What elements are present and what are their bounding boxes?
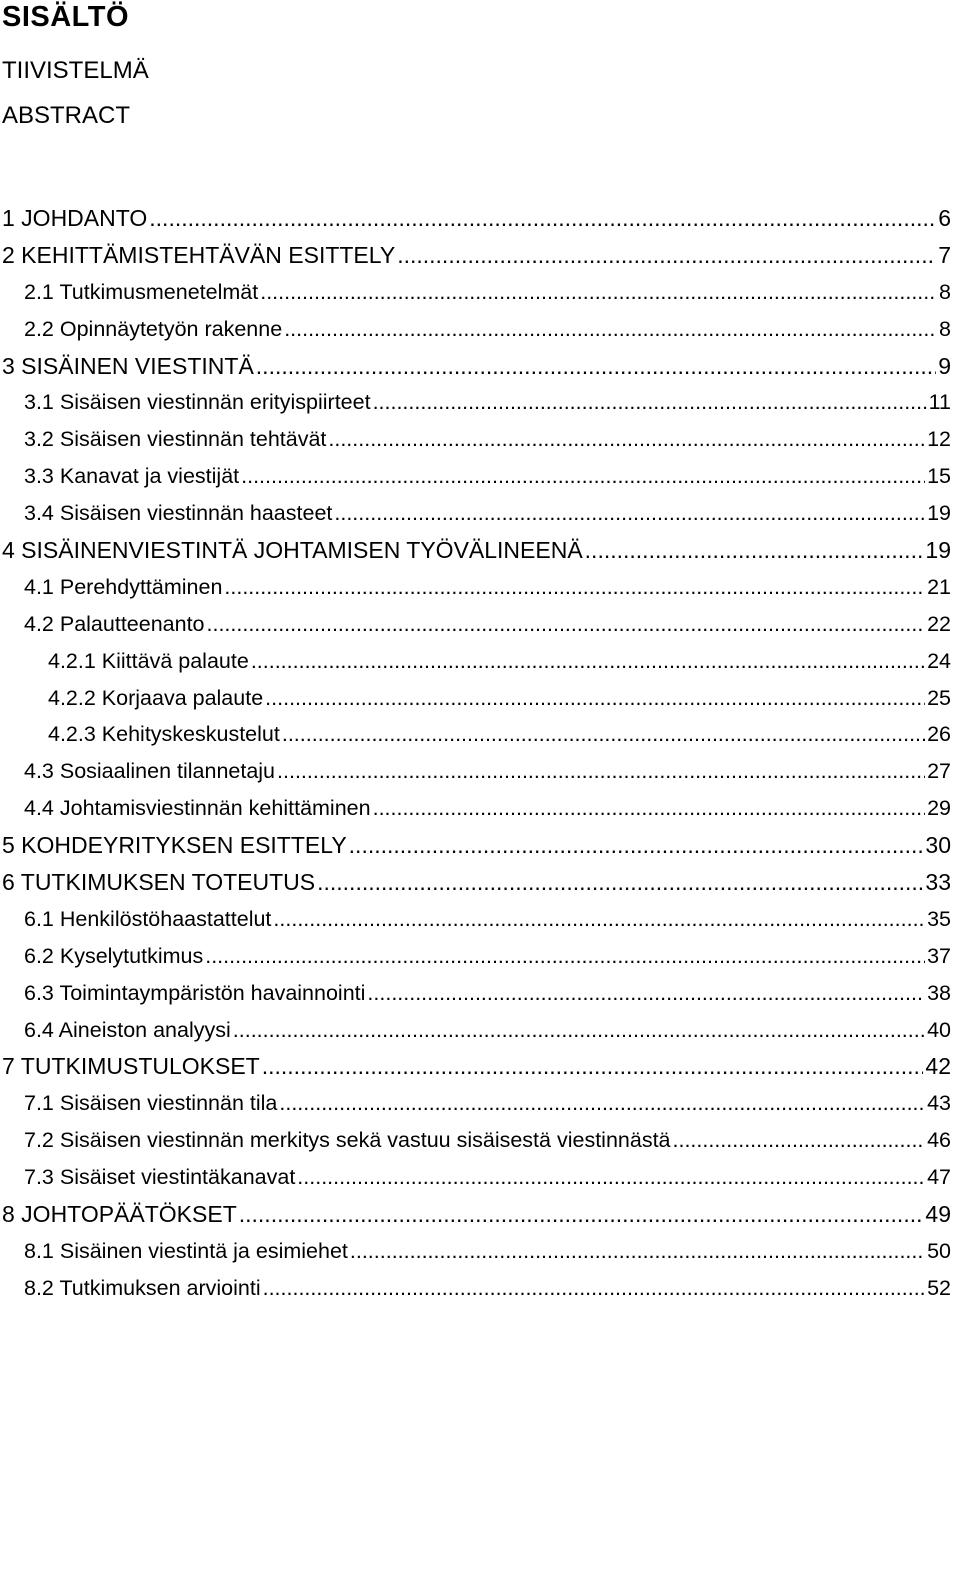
toc-dot-leader	[334, 495, 925, 532]
toc-entry[interactable]	[0, 716, 960, 753]
toc-entry-title: 6 TUTKIMUKSEN TOTEUTUS	[2, 869, 316, 896]
toc-entry-title: 7.3 Sisäiset viestintäkanavat	[24, 1165, 296, 1190]
toc-entry[interactable]	[0, 864, 960, 901]
toc-entry[interactable]	[0, 458, 960, 495]
toc-entry-title: 7.1 Sisäisen viestinnän tila	[24, 1091, 278, 1116]
toc-entry-page-number: 21	[927, 574, 951, 599]
toc-entry[interactable]	[0, 1012, 960, 1049]
toc-dot-leader	[263, 1270, 925, 1307]
toc-entry[interactable]	[0, 532, 960, 569]
toc-entry-title: 4.2.1 Kiittävä palaute	[48, 648, 249, 673]
toc-dot-leader	[367, 975, 925, 1012]
toc-entry-title: 2 KEHITTÄMISTEHTÄVÄN ESITTELY	[2, 241, 396, 268]
toc-entry[interactable]	[0, 1159, 960, 1196]
toc-dot-leader	[373, 790, 925, 827]
toc-entry-title: 4.2 Palautteenanto	[24, 611, 205, 636]
toc-entry-title: 1 JOHDANTO	[2, 205, 148, 231]
toc-entry-title: 3.4 Sisäisen viestinnän haasteet	[24, 501, 333, 526]
toc-entry-page-number: 24	[927, 648, 951, 673]
toc-entry[interactable]	[0, 1196, 960, 1233]
toc-entry-page-number: 30	[925, 832, 951, 859]
toc-entry[interactable]	[0, 1122, 960, 1159]
toc-entry[interactable]	[0, 680, 960, 717]
toc-dot-leader	[251, 643, 925, 680]
toc-entry[interactable]	[0, 569, 960, 606]
toc-entry[interactable]	[0, 274, 960, 311]
toc-dot-leader	[284, 311, 937, 348]
toc-entry-page-number: 29	[927, 796, 951, 821]
toc-entry-title: 3.3 Kanavat ja viestijät	[24, 464, 240, 489]
page-title: SISÄLTÖ	[2, 1, 130, 33]
toc-dot-leader	[397, 237, 936, 274]
toc-entry-title: 7 TUTKIMUSTULOKSET	[2, 1053, 260, 1080]
toc-entry-page-number: 42	[925, 1053, 951, 1080]
toc-dot-leader	[260, 274, 937, 311]
toc-entry-page-number: 27	[927, 759, 951, 784]
toc-entry[interactable]	[0, 421, 960, 458]
toc-entry-title: 4.1 Perehdyttäminen	[24, 574, 223, 599]
toc-dot-leader	[239, 1196, 924, 1233]
toc-entry-page-number: 22	[927, 611, 951, 636]
toc-entry-page-number: 8	[939, 279, 951, 304]
toc-entry-title: 6.3 Toimintaympäristön havainnointi	[24, 980, 366, 1005]
toc-dot-leader	[277, 753, 925, 790]
toc-dot-leader	[349, 827, 924, 864]
toc-entry-page-number: 12	[927, 427, 951, 452]
toc-entry-title: 8.2 Tutkimuksen arviointi	[24, 1275, 261, 1300]
toc-entry-page-number: 19	[927, 501, 951, 526]
toc-dot-leader	[317, 864, 923, 901]
toc-entry[interactable]	[0, 1233, 960, 1270]
toc-entry[interactable]	[0, 938, 960, 975]
toc-dot-leader	[273, 901, 925, 938]
toc-entry-page-number: 6	[938, 205, 951, 231]
toc-entry[interactable]	[0, 237, 960, 274]
toc-dot-leader	[328, 421, 925, 458]
toc-entry-page-number: 11	[928, 390, 951, 415]
table-of-contents	[0, 200, 960, 1307]
toc-entry-title: 6.1 Henkilöstöhaastattelut	[24, 906, 272, 931]
toc-entry-title: 7.2 Sisäisen viestinnän merkitys sekä vastuu sisäisestä viestinnästä	[24, 1128, 671, 1153]
toc-entry[interactable]	[0, 495, 960, 532]
toc-dot-leader	[233, 1012, 925, 1049]
toc-entry[interactable]	[0, 1048, 960, 1085]
toc-entry-page-number: 7	[938, 241, 951, 268]
toc-dot-leader	[282, 716, 925, 753]
toc-entry-page-number: 25	[927, 685, 951, 710]
toc-dot-leader	[205, 938, 925, 975]
toc-entry-page-number: 33	[925, 869, 951, 896]
toc-dot-leader	[265, 680, 925, 717]
toc-entry[interactable]	[0, 384, 960, 421]
toc-entry-title: 4 SISÄINENVIESTINTÄ JOHTAMISEN TYÖVÄLINEENÄ	[2, 537, 583, 564]
toc-entry[interactable]	[0, 348, 960, 385]
toc-dot-leader	[585, 532, 924, 569]
toc-dot-leader	[297, 1159, 925, 1196]
toc-entry-title: 6.2 Kyselytutkimus	[24, 943, 204, 968]
toc-entry-title: 4.2.2 Korjaava palaute	[48, 685, 264, 710]
toc-entry-page-number: 37	[927, 943, 951, 968]
toc-entry-page-number: 47	[927, 1165, 951, 1190]
front-item-abstract-en[interactable]: ABSTRACT	[2, 102, 131, 129]
toc-entry-title: 6.4 Aineiston analyysi	[24, 1017, 231, 1042]
toc-entry[interactable]	[0, 1085, 960, 1122]
toc-dot-leader	[224, 569, 925, 606]
toc-entry-page-number: 19	[925, 537, 951, 564]
toc-entry[interactable]	[0, 790, 960, 827]
toc-entry-page-number: 35	[927, 906, 951, 931]
toc-entry-title: 4.4 Johtamisviestinnän kehittäminen	[24, 796, 371, 821]
toc-entry[interactable]	[0, 200, 960, 237]
toc-entry-page-number: 40	[927, 1017, 951, 1042]
toc-entry[interactable]	[0, 311, 960, 348]
front-item-abstract-fi[interactable]: TIIVISTELMÄ	[2, 57, 149, 84]
toc-entry-page-number: 15	[927, 464, 951, 489]
toc-entry-page-number: 8	[939, 316, 951, 341]
toc-entry-page-number: 9	[938, 352, 951, 379]
toc-entry-page-number: 49	[925, 1201, 951, 1228]
toc-entry-title: 4.2.3 Kehityskeskustelut	[48, 722, 280, 747]
toc-entry[interactable]	[0, 975, 960, 1012]
toc-entry-title: 8 JOHTOPÄÄTÖKSET	[2, 1201, 237, 1228]
toc-dot-leader	[262, 1048, 924, 1085]
toc-entry-title: 8.1 Sisäinen viestintä ja esimiehet	[24, 1238, 348, 1263]
toc-entry-page-number: 26	[927, 722, 951, 747]
toc-entry-title: 3.2 Sisäisen viestinnän tehtävät	[24, 427, 327, 452]
toc-entry-title: 5 KOHDEYRITYKSEN ESITTELY	[2, 832, 347, 859]
toc-entry-title: 2.2 Opinnäytetyön rakenne	[24, 316, 283, 341]
toc-dot-leader	[256, 348, 936, 385]
toc-entry-page-number: 46	[927, 1128, 951, 1153]
toc-entry-page-number: 38	[927, 980, 951, 1005]
toc-entry[interactable]	[0, 827, 960, 864]
toc-dot-leader	[207, 606, 926, 643]
toc-dot-leader	[373, 384, 927, 421]
toc-entry-page-number: 50	[927, 1238, 951, 1263]
toc-entry-title: 3.1 Sisäisen viestinnän erityispiirteet	[24, 390, 371, 415]
toc-dot-leader	[350, 1233, 925, 1270]
toc-dot-leader	[149, 200, 936, 237]
toc-dot-leader	[673, 1122, 926, 1159]
toc-entry-title: 4.3 Sosiaalinen tilannetaju	[24, 759, 276, 784]
toc-entry-title: 2.1 Tutkimusmenetelmät	[24, 279, 259, 304]
toc-entry-page-number: 52	[927, 1275, 951, 1300]
toc-entry-title: 3 SISÄINEN VIESTINTÄ	[2, 352, 254, 379]
toc-entry[interactable]	[0, 901, 960, 938]
toc-dot-leader	[279, 1085, 925, 1122]
toc-entry[interactable]	[0, 753, 960, 790]
toc-entry-page-number: 43	[927, 1091, 951, 1116]
toc-entry[interactable]	[0, 1270, 960, 1307]
toc-dot-leader	[241, 458, 925, 495]
toc-entry[interactable]	[0, 606, 960, 643]
toc-entry[interactable]	[0, 643, 960, 680]
